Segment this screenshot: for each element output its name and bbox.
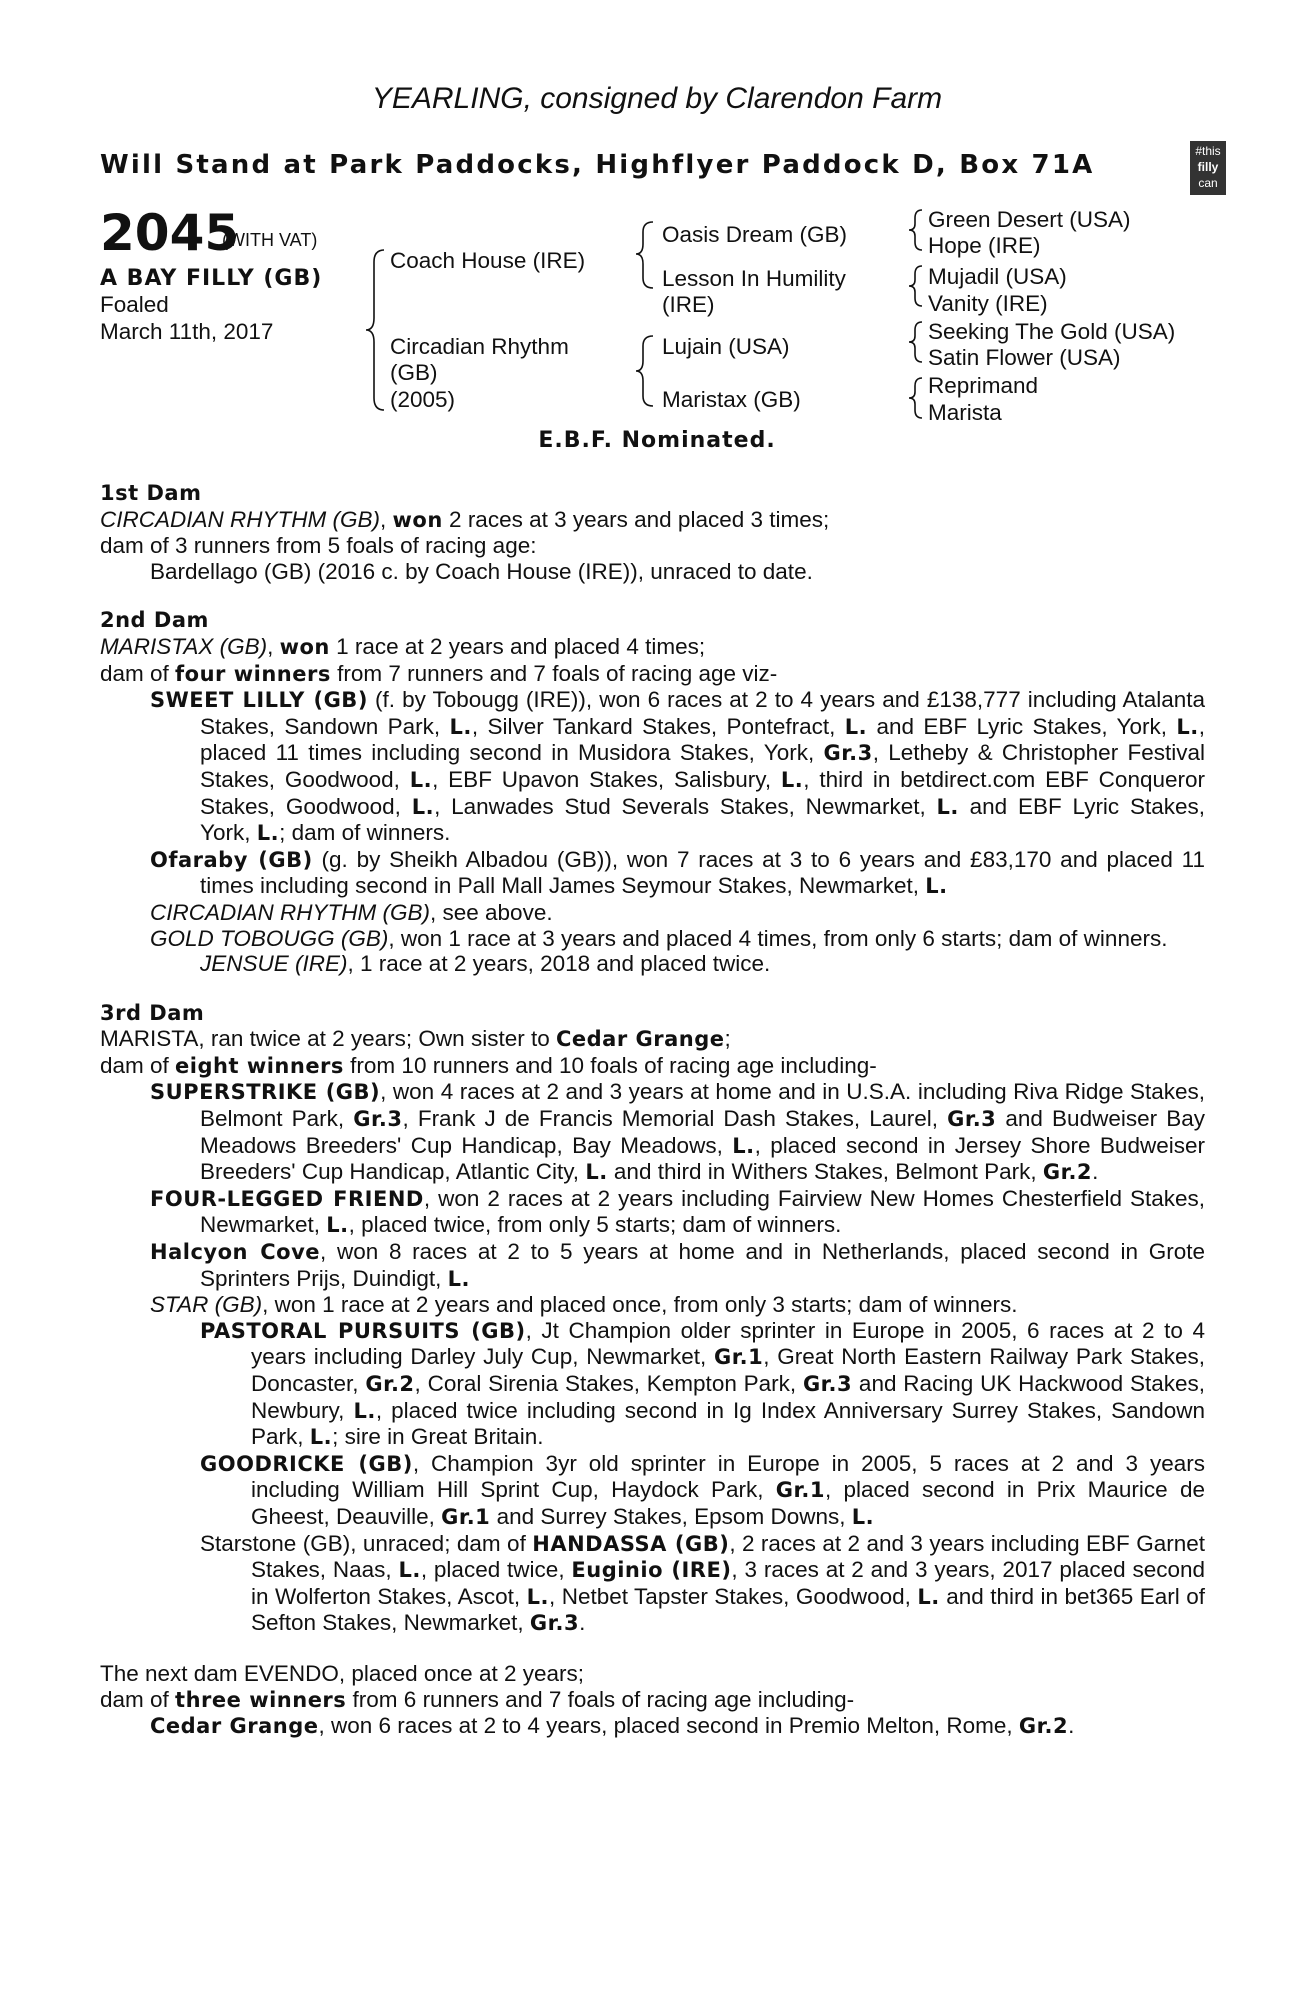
this-filly-can-logo: #this filly can (1190, 141, 1226, 195)
lot-number: 2045 (100, 204, 240, 262)
sire-dam-line-1: Lesson In Humility (662, 266, 846, 291)
third-dam-line: MARISTA, ran twice at 2 years; Own sister to Cedar Grange; (100, 1026, 731, 1052)
produce-entry-cedar-grange: Cedar Grange, won 6 races at 2 to 4 years, placed second in Premio Melton, Rome, Gr.2. (150, 1713, 1075, 1739)
first-dam-line: CIRCADIAN RHYTHM (GB), won 2 races at 3 years and placed 3 times; (100, 506, 830, 532)
produce-entry-superstrike: SUPERSTRIKE (GB), won 4 races at 2 and 3 years at home and in U.S.A. including Riva Ridge Stakes, Belmont Park, Gr.3, Frank J de Francis Memorial Dash Stakes, Laurel, Gr.3 and Budweiser Bay Meadows Breeders' Cup Handicap, Bay Meadows, L., placed second in Jersey Shore Budweiser Breeders' Cup Handicap, Atlantic City, L. and third in Withers Stakes, Belmont Park, Gr.2. (150, 1079, 1206, 1185)
next-dam-line: The next dam EVENDO, placed once at 2 years; (100, 1660, 584, 1686)
second-dam-heading: 2nd Dam (100, 608, 209, 633)
third-dam-heading: 3rd Dam (100, 1000, 205, 1025)
second-dam-line: MARISTAX (GB), won 1 race at 2 years and placed 4 times; (100, 633, 706, 659)
produce-entry-goodricke: GOODRICKE (GB), Champion 3yr old sprinter in Europe in 2005, 5 races at 2 and 3 years including William Hill Sprint Cup, Haydock Park, Gr.1, placed second in Prix Maurice de Gheest, Deauville, Gr.1 and Surrey Stakes, Epsom Downs, L. (200, 1450, 1205, 1529)
produce-entry-jensue: JENSUE (IRE), 1 race at 2 years, 2018 and placed twice. (200, 951, 771, 977)
produce-entry-gold-tobougg: GOLD TOBOUGG (GB), won 1 race at 3 years and placed 4 times, from only 6 starts; dam of winners. (150, 925, 1168, 951)
dam-line-3: (2005) (390, 387, 456, 412)
page-title: YEARLING, consigned by Clarendon Farm (371, 82, 943, 115)
dam-dam: Maristax (GB) (662, 387, 801, 412)
sire-sire: Oasis Dream (GB) (662, 222, 848, 247)
first-dam-heading: 1st Dam (100, 481, 202, 505)
g3-6: Satin Flower (USA) (928, 345, 1121, 370)
dam-line-2: (GB) (390, 360, 438, 385)
g3-1: Green Desert (USA) (928, 207, 1131, 232)
foaled-date: March 11th, 2017 (100, 319, 274, 344)
vat-label: (WITH VAT) (222, 230, 318, 250)
sire: Coach House (IRE) (390, 248, 586, 273)
first-dam-foal: Bardellago (GB) (2016 c. by Coach House (IRE)), unraced to date. (150, 558, 813, 584)
location-line: Will Stand at Park Paddocks, Highflyer Paddock D, Box 71A (100, 150, 1095, 180)
produce-entry-ofaraby: Ofaraby (GB) (g. by Sheikh Albadou (GB)), won 7 races at 3 to 6 years and £83,170 and placed 11 times including second in Pall Mall James Seymour Stakes, Newmarket, L. (150, 846, 1205, 899)
third-dam-produce: dam of eight winners from 10 runners and 10 foals of racing age including- (100, 1052, 877, 1078)
produce-entry-circadian: CIRCADIAN RHYTHM (GB), see above. (150, 899, 553, 925)
produce-entry-starstone: Starstone (GB), unraced; dam of HANDASSA (GB), 2 races at 2 and 3 years including EBF Garnet Stakes, Naas, L., placed twice, Euginio (IRE), 3 races at 2 and 3 years, 2017 placed second in Wolferton Stakes, Ascot, L., Netbet Tapster Stakes, Goodwood, L. and third in bet365 Earl of Sefton Stakes, Newmarket, Gr.3. (200, 1530, 1206, 1636)
dam-line-1: Circadian Rhythm (390, 334, 569, 359)
horse-name: A BAY FILLY (GB) (100, 266, 323, 291)
ebf-nominated: E.B.F. Nominated. (538, 428, 776, 453)
g3-8: Marista (928, 400, 1002, 425)
produce-entry-pastoral-pursuits: PASTORAL PURSUITS (GB), Jt Champion older sprinter in Europe in 2005, 6 races at 2 to 4 years including Darley July Cup, Newmarket, Gr.1, Great North Eastern Railway Park Stakes, Doncaster, Gr.2, Coral Sirenia Stakes, Kempton Park, Gr.3 and Racing UK Hackwood Stakes, Newbury, L., placed twice including second in Ig Index Anniversary Surrey Stakes, Sandown Park, L.; sire in Great Britain. (200, 1317, 1206, 1450)
sire-dam-line-2: (IRE) (662, 292, 715, 317)
g3-3: Mujadil (USA) (928, 264, 1067, 289)
catalogue-body (100, 481, 1205, 1740)
foaled-label: Foaled (100, 292, 169, 317)
produce-entry-four-legged-friend: FOUR-LEGGED FRIEND, won 2 races at 2 years including Fairview New Homes Chesterfield Stakes, Newmarket, L., placed twice, from only 5 starts; dam of winners. (150, 1185, 1205, 1238)
g3-2: Hope (IRE) (928, 233, 1041, 258)
produce-entry-sweet-lilly: SWEET LILLY (GB) (f. by Tobougg (IRE)), won 6 races at 2 to 4 years and £138,777 including Atalanta Stakes, Sandown Park, L., Silver Tankard Stakes, Pontefract, L. and EBF Lyric Stakes, York, L., placed 11 times including second in Musidora Stakes, York, Gr.3, Letheby & Christopher Festival Stakes, Goodwood, L., EBF Upavon Stakes, Salisbury, L., third in betdirect.com EBF Conqueror Stakes, Goodwood, L., Lanwades Stud Severals Stakes, Newmarket, L. and EBF Lyric Stakes, York, L.; dam of winners. (150, 687, 1206, 846)
dam-sire: Lujain (USA) (662, 334, 790, 359)
first-dam-produce: dam of 3 runners from 5 foals of racing age: (100, 533, 537, 559)
next-dam-produce: dam of three winners from 6 runners and 7 foals of racing age including- (100, 1686, 855, 1712)
g3-5: Seeking The Gold (USA) (928, 319, 1176, 344)
g3-7: Reprimand (928, 373, 1039, 398)
produce-entry-halcyon-cove: Halcyon Cove, won 8 races at 2 to 5 years at home and in Netherlands, placed second in Grote Sprinters Prijs, Duindigt, L. (150, 1239, 1205, 1291)
g3-4: Vanity (IRE) (928, 291, 1048, 316)
produce-entry-star: STAR (GB), won 1 race at 2 years and placed once, from only 3 starts; dam of winners. (150, 1292, 1018, 1318)
second-dam-produce: dam of four winners from 7 runners and 7 foals of racing age viz- (100, 660, 778, 686)
